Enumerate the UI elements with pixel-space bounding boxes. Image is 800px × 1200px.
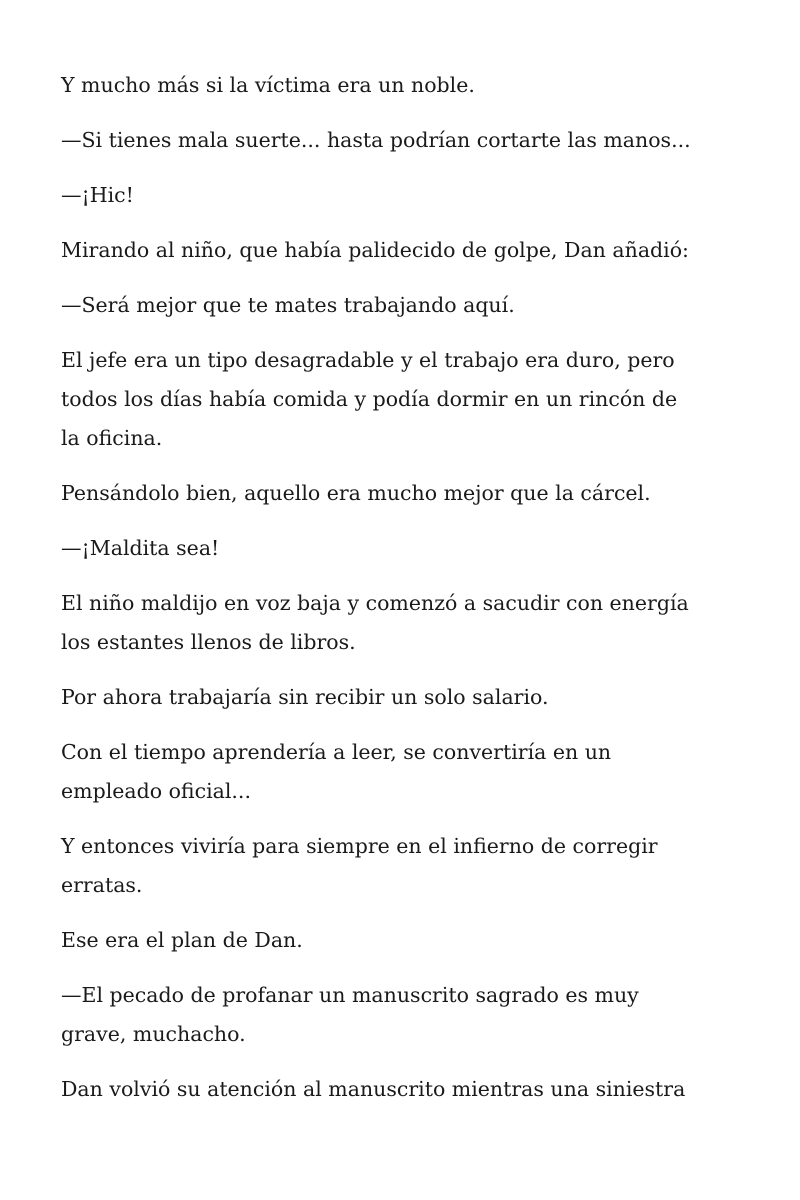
text-line: empleado oficial... [61, 779, 251, 803]
paragraph [61, 827, 751, 905]
paragraph [61, 474, 751, 513]
text-line: erratas. [61, 873, 143, 897]
text-line: Y mucho más si la víctima era un noble. [61, 73, 475, 97]
text-line: El niño maldijo en voz baja y comenzó a sacudir con energía [61, 591, 689, 615]
text-line: —¡Maldita sea! [61, 536, 220, 560]
text-line: todos los días había comida y podía dormir en un rincón de [61, 387, 678, 411]
paragraph [61, 678, 751, 717]
paragraph [61, 733, 751, 811]
paragraph [61, 921, 751, 960]
text-line: Mirando al niño, que había palidecido de golpe, Dan añadió: [61, 238, 689, 262]
text-line: —Será mejor que te mates trabajando aquí. [61, 293, 515, 317]
text-line: —Si tienes mala suerte... hasta podrían cortarte las manos... [61, 128, 691, 152]
paragraph [61, 584, 751, 662]
paragraph [61, 176, 751, 215]
text-line: Pensándolo bien, aquello era mucho mejor que la cárcel. [61, 481, 651, 505]
text-line: Por ahora trabajaría sin recibir un solo salario. [61, 685, 549, 709]
text-line: Ese era el plan de Dan. [61, 928, 303, 952]
paragraph [61, 231, 751, 270]
text-line: Con el tiempo aprendería a leer, se convertiría en un [61, 740, 612, 764]
paragraph [61, 341, 751, 458]
text-line: —El pecado de profanar un manuscrito sagrado es muy [61, 983, 639, 1007]
paragraph [61, 1070, 751, 1109]
text-line: Y entonces viviría para siempre en el infierno de corregir [61, 834, 658, 858]
text-line: la oficina. [61, 426, 163, 450]
paragraph [61, 976, 751, 1054]
text-line: los estantes llenos de libros. [61, 630, 356, 654]
text-line: El jefe era un tipo desagradable y el trabajo era duro, pero [61, 348, 675, 372]
paragraph [61, 121, 751, 160]
paragraph [61, 529, 751, 568]
paragraph [61, 66, 751, 105]
text-line: Dan volvió su atención al manuscrito mientras una siniestra [61, 1077, 686, 1101]
text-line: —¡Hic! [61, 183, 134, 207]
body-text [61, 66, 751, 1109]
paragraph [61, 286, 751, 325]
text-line: grave, muchacho. [61, 1022, 246, 1046]
